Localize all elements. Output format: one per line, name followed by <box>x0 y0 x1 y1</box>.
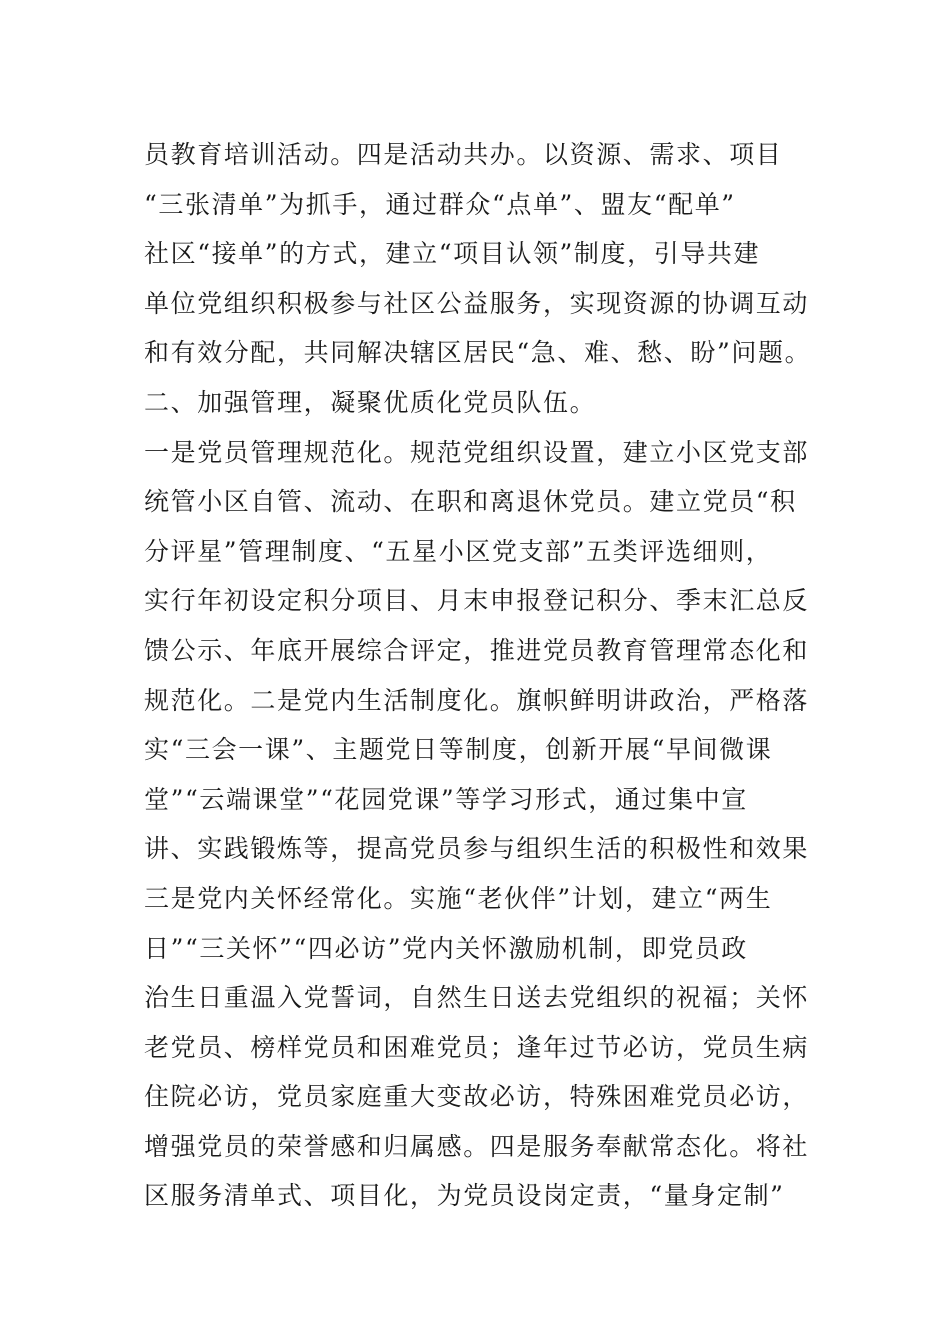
text-line: 三是党内关怀经常化。实施“老伙伴”计划，建立“两生 <box>144 883 773 913</box>
text-line: 分评星”管理制度、“五星小区党支部”五类评选细则， <box>144 536 773 566</box>
text-line: 治生日重温入党誓词，自然生日送去党组织的祝福；关怀 <box>144 983 810 1013</box>
text-line: 讲、实践锻炼等，提高党员参与组织生活的积极性和效果 <box>144 834 810 864</box>
text-line: 堂”“云端课堂”“花园党课”等学习形式，通过集中宣 <box>144 784 748 814</box>
text-line: 日”“三关怀”“四必访”党内关怀激励机制，即党员政 <box>144 933 748 963</box>
text-line: 统管小区自管、流动、在职和离退休党员。建立党员“积 <box>144 487 797 517</box>
text-line: 规范化。二是党内生活制度化。旗帜鲜明讲政治，严格落 <box>144 685 810 715</box>
text-line: 实“三会一课”、主题党日等制度，创新开展“早间微课 <box>144 735 773 765</box>
text-line: 单位党组织积极参与社区公益服务，实现资源的协调互动 <box>144 288 810 318</box>
text-line: 实行年初设定积分项目、月末申报登记积分、季末汇总反 <box>144 586 810 616</box>
text-line: 一是党员管理规范化。规范党组织设置，建立小区党支部 <box>144 437 810 467</box>
text-line: 区服务清单式、项目化，为党员设岗定责，“量身定制” <box>144 1181 785 1211</box>
text-line: 和有效分配，共同解决辖区居民“急、难、愁、盼”问题。 <box>144 338 812 368</box>
body-text <box>144 130 814 1221</box>
text-line: 馈公示、年底开展综合评定，推进党员教育管理常态化和 <box>144 635 810 665</box>
section-heading: 二、加强管理，凝聚优质化党员队伍。 <box>144 387 597 417</box>
text-line: 社区“接单”的方式，建立“项目认领”制度，引导共建 <box>144 239 761 269</box>
text-line: 员教育培训活动。四是活动共办。以资源、需求、项目 <box>144 140 783 169</box>
text-line: 老党员、榜样党员和困难党员；逢年过节必访，党员生病 <box>144 1032 810 1062</box>
text-line: 住院必访，党员家庭重大变故必访，特殊困难党员必访， <box>144 1082 810 1112</box>
text-line: 增强党员的荣誉感和归属感。四是服务奉献常态化。将社 <box>144 1131 810 1161</box>
text-line: “三张清单”为抓手，通过群众“点单”、盟友“配单” <box>144 189 736 219</box>
